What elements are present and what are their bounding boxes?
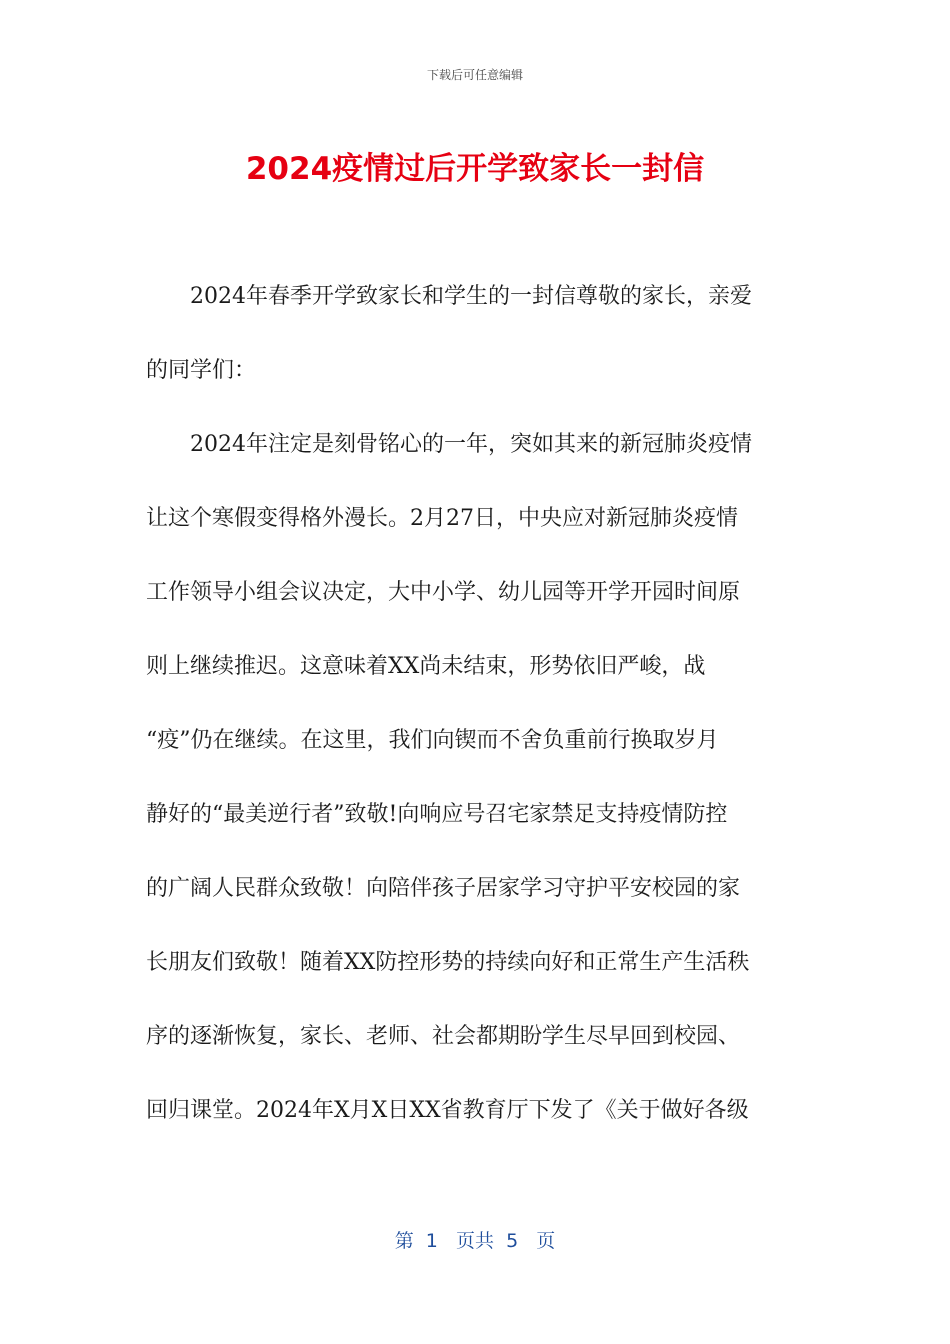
page-footer: 第 1 页共 5 页 [394,1230,556,1252]
body-line: 则上继续推迟。这意味着XX尚未结束，形势依旧严峻，战 [146,654,706,679]
body-line: 静好的“最美逆行者”致敬!向响应号召宅家禁足支持疫情防控 [146,802,728,827]
document-title: 2024疫情过后开学致家长一封信 [245,151,705,187]
body-line: 的广阔人民群众致敬！向陪伴孩子居家学习守护平安校园的家 [146,876,741,901]
document-body [146,270,806,1158]
body-line: 序的逐渐恢复，家长、老师、社会都期盼学生尽早回到校园、 [146,1024,741,1049]
body-line: 回归课堂。2024年X月X日XX省教育厅下发了《关于做好各级 [146,1098,749,1123]
body-line: 2024年注定是刻骨铭心的一年，突如其来的新冠肺炎疫情 [190,432,752,457]
body-line: 让这个寒假变得格外漫长。2月27日，中央应对新冠肺炎疫情 [146,506,738,531]
body-line: 长朋友们致敬！随着XX防控形势的持续向好和正常生产生活秩 [146,950,750,975]
body-line: 工作领导小组会议决定，大中小学、幼儿园等开学开园时间原 [146,580,741,605]
header-note: 下载后可任意编辑 [426,68,523,82]
body-line: “疫”仍在继续。在这里，我们向锲而不舍负重前行换取岁月 [146,728,719,753]
body-line: 2024年春季开学致家长和学生的一封信尊敬的家长，亲爱 [190,284,752,309]
body-line: 的同学们： [146,358,257,383]
